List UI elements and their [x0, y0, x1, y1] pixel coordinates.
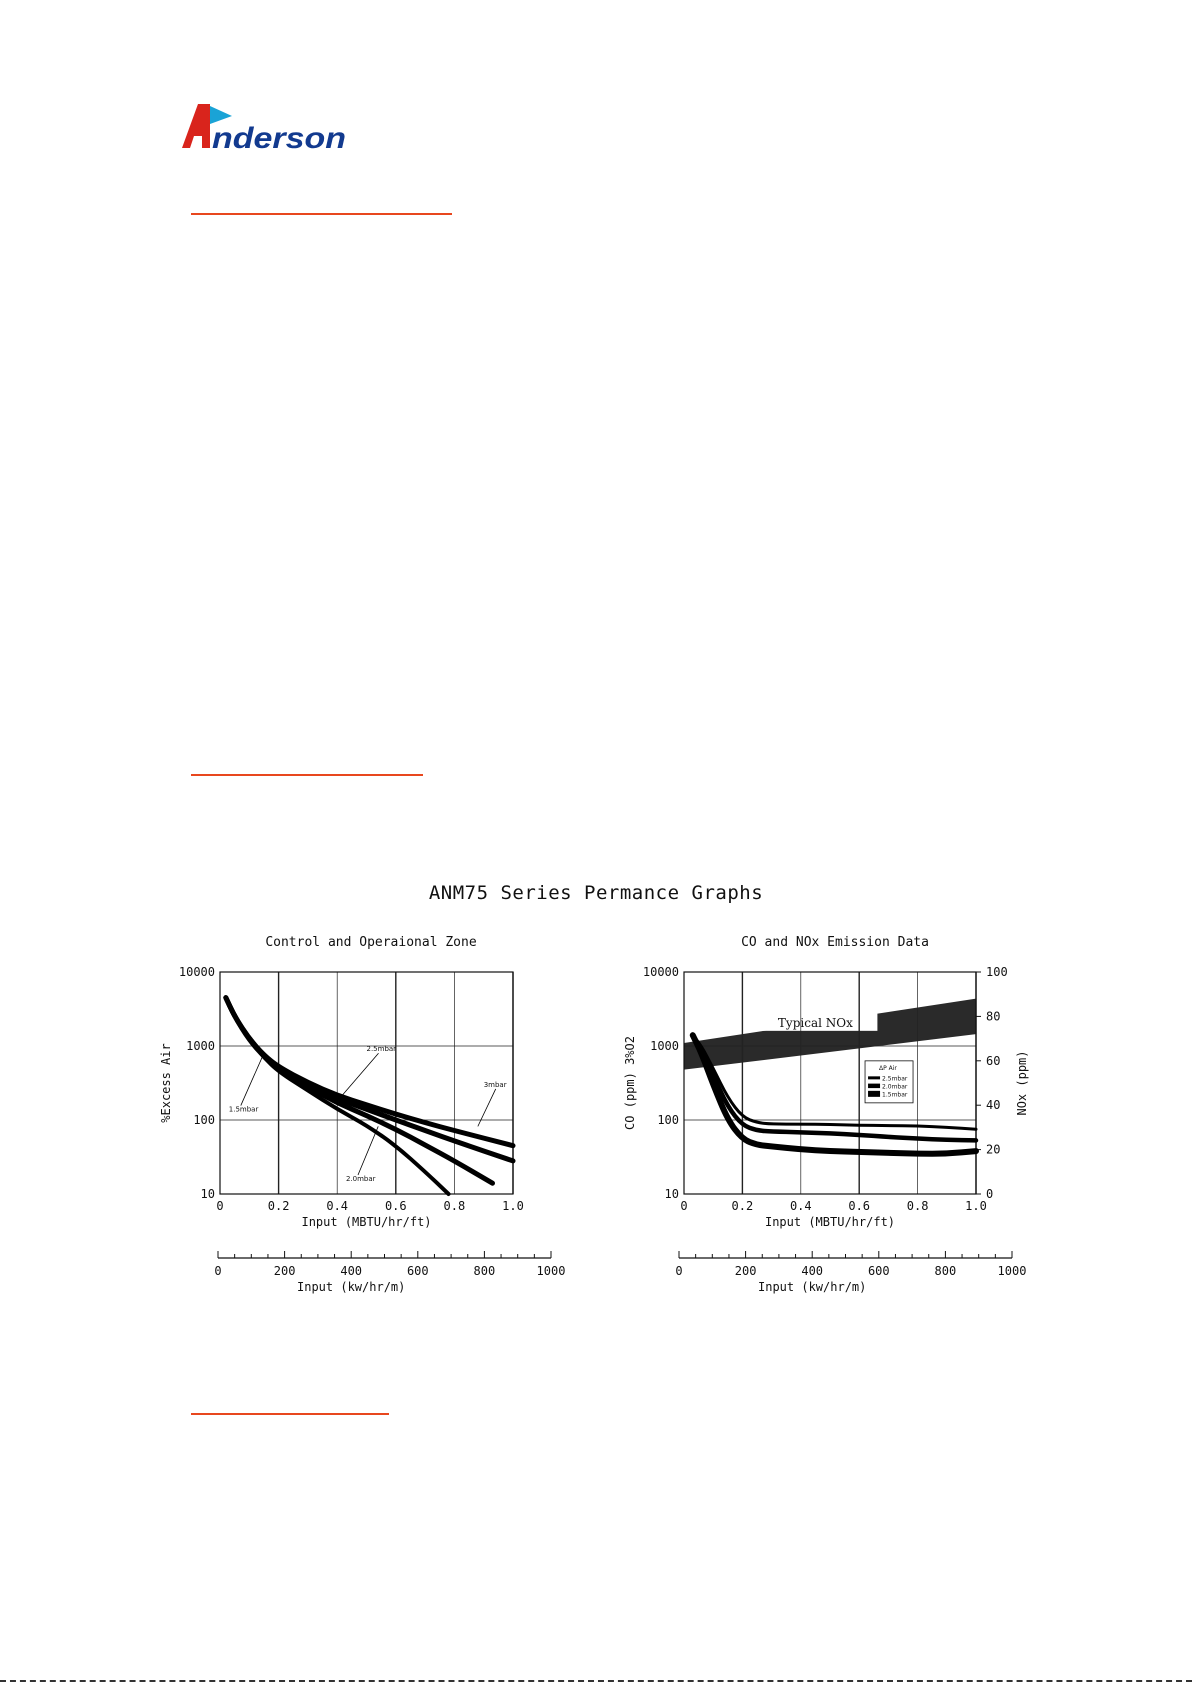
page-title: ANM75 Series Permance Graphs: [428, 882, 764, 904]
y-tick-label: 10: [664, 1187, 679, 1201]
series-label-leader: [478, 1089, 496, 1126]
y2-axis-label: NOx (ppm): [1015, 1050, 1029, 1116]
x-axis-label: Input (MBTU/hr/ft): [301, 1215, 432, 1229]
chart-title: Control and Operaional Zone: [265, 935, 477, 950]
series-label-leader: [340, 1053, 378, 1098]
x-tick-label: 0.2: [267, 1199, 290, 1213]
x-axis-label: Input (MBTU/hr/ft): [764, 1215, 896, 1229]
legend-label: 2.5mbar: [882, 1075, 908, 1083]
secondary-x-tick-label: 200: [734, 1264, 757, 1278]
y-tick-label: 10000: [642, 965, 679, 979]
y-axis-label: %Excess Air: [159, 1043, 173, 1123]
y2-tick-label: 60: [986, 1053, 1001, 1068]
band-label: Typical NOx: [777, 1015, 853, 1030]
x-tick-label: 0.2: [731, 1199, 754, 1213]
section-rule: [191, 213, 452, 215]
series-label-leader: [241, 1053, 264, 1105]
x-tick-label: 0.6: [848, 1199, 871, 1213]
x-tick-label: 1.0: [965, 1199, 987, 1213]
performance-charts: [0, 920, 1192, 1300]
x-tick-label: 0: [680, 1199, 688, 1213]
secondary-x-tick-label: 600: [406, 1264, 429, 1278]
series-label: 2.5mbar: [366, 1045, 397, 1054]
secondary-x-axis-label: Input (kw/hr/m): [297, 1280, 406, 1294]
anderson-logo: [180, 100, 350, 152]
y-tick-label: 1000: [186, 1039, 215, 1053]
series-line-3mbar: [226, 998, 513, 1146]
x-tick-label: 0: [216, 1199, 224, 1213]
series-line-2.0mbar: [226, 998, 493, 1184]
y2-tick-label: 40: [986, 1098, 1001, 1113]
series-label: 1.5mbar: [228, 1105, 259, 1114]
plot-frame: [684, 972, 976, 1194]
section-rule: [191, 774, 423, 776]
y2-tick-label: 0: [986, 1187, 994, 1201]
y-tick-label: 100: [193, 1113, 215, 1127]
y-tick-label: 10000: [178, 965, 215, 979]
x-tick-label: 0.8: [906, 1199, 929, 1213]
legend-label: 2.0mbar: [882, 1083, 908, 1091]
x-tick-label: 0.4: [789, 1199, 812, 1213]
secondary-x-tick-label: 0: [675, 1264, 683, 1278]
legend-label: 1.5mbar: [882, 1091, 908, 1099]
chart-title: CO and NOx Emission Data: [741, 935, 929, 950]
y-tick-label: 100: [657, 1113, 679, 1127]
page-bottom-border: [0, 1680, 1192, 1682]
secondary-x-tick-label: 400: [801, 1264, 824, 1278]
y2-tick-label: 100: [986, 965, 1008, 979]
legend-title: ΔP Air: [879, 1064, 897, 1072]
y-tick-label: 10: [200, 1187, 215, 1201]
y2-tick-label: 20: [986, 1142, 1001, 1157]
secondary-x-tick-label: 0: [214, 1264, 222, 1278]
y-tick-label: 1000: [650, 1039, 679, 1053]
svg-text:nderson: nderson: [212, 122, 346, 152]
x-tick-label: 0.4: [326, 1199, 349, 1213]
y-axis-label: CO (ppm) 3%O2: [623, 1036, 637, 1130]
x-tick-label: 0.6: [384, 1199, 407, 1213]
x-tick-label: 1.0: [502, 1199, 524, 1213]
series-label: 2.0mbar: [345, 1174, 376, 1183]
secondary-x-tick-label: 800: [473, 1264, 496, 1278]
secondary-x-tick-label: 1000: [997, 1264, 1027, 1278]
secondary-x-tick-label: 800: [934, 1264, 957, 1278]
secondary-x-tick-label: 1000: [536, 1264, 566, 1278]
secondary-x-tick-label: 600: [867, 1264, 890, 1278]
secondary-x-tick-label: 200: [273, 1264, 296, 1278]
nox-band: [684, 999, 976, 1070]
x-tick-label: 0.8: [443, 1199, 466, 1213]
series-label-leader: [358, 1126, 378, 1175]
plot-frame: [220, 972, 513, 1194]
section-rule: [191, 1413, 389, 1415]
secondary-x-tick-label: 400: [340, 1264, 363, 1278]
series-label: 3mbar: [483, 1080, 507, 1089]
y2-tick-label: 80: [986, 1009, 1001, 1024]
secondary-x-axis-label: Input (kw/hr/m): [758, 1280, 867, 1294]
